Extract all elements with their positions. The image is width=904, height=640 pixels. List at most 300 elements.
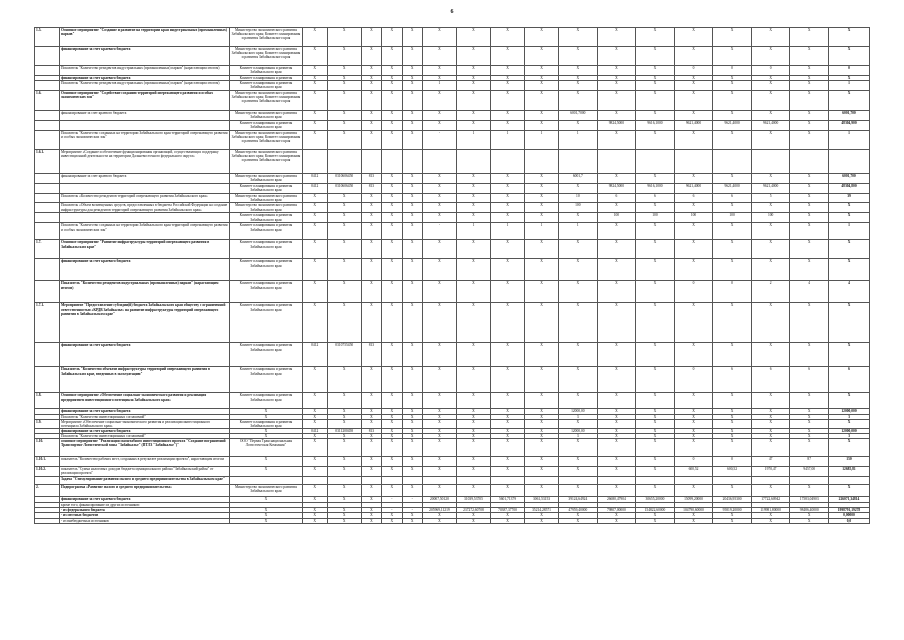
value-cell: X <box>402 47 422 66</box>
value-cell: 6 <box>713 194 752 203</box>
value-cell: X <box>525 81 559 91</box>
value-cell: X <box>674 76 713 81</box>
value-cell: 600,52 <box>674 467 713 477</box>
value-cell: X <box>828 240 869 259</box>
value-cell: X <box>597 47 636 66</box>
value-cell: X <box>713 203 752 213</box>
value-cell: X <box>790 393 829 409</box>
row-name-cell: финансирование за счет краевого бюджета <box>59 47 229 66</box>
value-cell: X <box>361 414 381 419</box>
value-cell: X <box>828 91 869 111</box>
value-cell: X <box>382 367 402 393</box>
value-cell: X <box>713 428 752 433</box>
table-row <box>35 194 870 203</box>
value-cell: X <box>636 91 675 111</box>
value-cell: X <box>382 184 402 194</box>
value-cell: X <box>361 457 381 467</box>
value-cell: 39 <box>828 194 869 203</box>
value-cell: X <box>636 203 675 213</box>
value-cell <box>828 150 869 174</box>
value-cell: X <box>674 203 713 213</box>
value-cell: X <box>597 457 636 467</box>
value-cell: X <box>525 111 559 121</box>
row-code-cell <box>35 203 60 213</box>
value-cell: X <box>636 467 675 477</box>
value-cell: X <box>361 76 381 81</box>
value-cell: X <box>490 240 524 259</box>
value-cell: X <box>456 457 490 467</box>
value-cell: X <box>490 303 524 343</box>
value-cell: X <box>456 393 490 409</box>
value-cell: X <box>636 393 675 409</box>
value-cell: X <box>525 76 559 81</box>
value-cell: X <box>402 131 422 150</box>
value-cell: X <box>597 223 636 240</box>
value-cell: X <box>559 66 598 76</box>
value-cell: X <box>327 194 361 203</box>
value-cell: X <box>636 457 675 467</box>
value-cell: X <box>382 343 402 367</box>
row-code-cell: 1.8. <box>35 393 60 409</box>
value-cell: X <box>713 28 752 47</box>
value-cell: X <box>713 343 752 367</box>
value-cell: X <box>559 213 598 223</box>
value-cell: 1 <box>490 223 524 240</box>
value-cell: 9621,4000 <box>674 184 713 194</box>
value-cell <box>559 150 598 174</box>
row-code-cell <box>35 477 60 485</box>
value-cell: X <box>674 81 713 91</box>
value-cell: X <box>327 513 361 518</box>
value-cell: X <box>674 343 713 367</box>
row-org-cell: Комитет планирования и развития Забайкальского края <box>230 121 303 131</box>
value-cell: - <box>382 508 402 513</box>
value-cell: X <box>525 513 559 518</box>
value-cell: 6 <box>597 194 636 203</box>
value-cell: X <box>422 414 456 419</box>
value-cell: X <box>597 28 636 47</box>
value-cell: 2 <box>751 281 790 303</box>
value-cell: X <box>402 434 422 439</box>
value-cell: X <box>302 281 327 303</box>
value-cell: X <box>790 259 829 281</box>
row-code-cell <box>35 343 60 367</box>
value-cell: X <box>456 303 490 343</box>
value-cell: X <box>302 28 327 47</box>
value-cell: X <box>361 111 381 121</box>
value-cell: X <box>382 194 402 203</box>
value-cell: X <box>597 174 636 184</box>
value-cell: 9621,4000 <box>751 121 790 131</box>
value-cell: X <box>327 439 361 457</box>
value-cell: X <box>456 518 490 523</box>
row-org-cell: Комитет планирования и развития Забайкальского края <box>230 303 303 343</box>
value-cell: 9457,00 <box>790 467 829 477</box>
value-cell: X <box>490 213 524 223</box>
value-cell: X <box>597 203 636 213</box>
table-row <box>35 121 870 131</box>
table-row <box>35 281 870 303</box>
value-cell: X <box>382 513 402 518</box>
value-cell: X <box>674 518 713 523</box>
value-cell: 1 <box>559 223 598 240</box>
value-cell: X <box>302 367 327 393</box>
value-cell: X <box>525 409 559 414</box>
value-cell: X <box>402 91 422 111</box>
value-cell: X <box>713 419 752 428</box>
row-org-cell: Комитет планирования и развития Забайкальского края <box>230 66 303 76</box>
value-cell: X <box>559 28 598 47</box>
value-cell: X <box>751 223 790 240</box>
value-cell <box>559 477 598 485</box>
value-cell: X <box>559 518 598 523</box>
value-cell: X <box>674 303 713 343</box>
value-cell: X <box>402 367 422 393</box>
row-name-cell: финансирование за счет краевого бюджета <box>59 497 229 503</box>
value-cell: X <box>382 203 402 213</box>
value-cell: X <box>525 194 559 203</box>
value-cell: X <box>327 121 361 131</box>
value-cell: X <box>382 467 402 477</box>
value-cell: X <box>713 131 752 150</box>
value-cell: X <box>490 81 524 91</box>
row-org-cell: X <box>230 434 303 439</box>
value-cell: X <box>361 367 381 393</box>
value-cell <box>751 477 790 485</box>
value-cell: 10 <box>559 194 598 203</box>
row-code-cell: 1.7.1. <box>35 303 60 343</box>
value-cell: X <box>402 303 422 343</box>
value-cell: X <box>402 76 422 81</box>
row-code-cell <box>35 131 60 150</box>
value-cell: X <box>597 303 636 343</box>
value-cell: 98486,40000 <box>790 508 829 513</box>
value-cell: 17583,04903 <box>790 497 829 503</box>
value-cell: X <box>402 457 422 467</box>
value-cell: X <box>597 393 636 409</box>
value-cell: X <box>674 240 713 259</box>
row-name-cell <box>59 213 229 223</box>
value-cell: X <box>456 259 490 281</box>
value-cell <box>422 477 456 485</box>
value-cell: X <box>422 281 456 303</box>
value-cell: X <box>402 513 422 518</box>
value-cell: X <box>559 259 598 281</box>
value-cell: X <box>361 203 381 213</box>
row-org-cell: ООО "Первая Транснациональная Логистическая Компания" <box>230 439 303 457</box>
value-cell: 79807,00000 <box>597 508 636 513</box>
row-name-cell: Подпрограмма «Развитие малого и среднего предпринимательства» <box>59 485 229 497</box>
value-cell: X <box>751 303 790 343</box>
row-name-cell: - из внебюджетных источников <box>59 518 229 523</box>
value-cell: X <box>456 513 490 518</box>
value-cell: X <box>490 66 524 76</box>
value-cell: X <box>525 28 559 47</box>
value-cell: 6 <box>713 367 752 393</box>
row-org-cell: Комитет планирования и развития Забайкальского края <box>230 281 303 303</box>
value-cell: 0,00000 <box>828 513 869 518</box>
value-cell: X <box>751 259 790 281</box>
value-cell: X <box>525 303 559 343</box>
value-cell: 3 <box>828 414 869 419</box>
row-name-cell: Мероприятие «Создание и обеспечение функционирования организаций, осуществляющих поддержку инвестиционной деятельности на территории Дальневосточного федерального округа» <box>59 150 229 174</box>
value-cell: 9621,4000 <box>751 184 790 194</box>
value-cell: X <box>525 467 559 477</box>
row-org-cell: Министерство экономического развития Забайкальского края; Комитет планирования и развития Забайкальского края <box>230 28 303 47</box>
value-cell: X <box>361 409 381 414</box>
value-cell: X <box>559 419 598 428</box>
value-cell: X <box>422 485 456 497</box>
value-cell: X <box>597 259 636 281</box>
value-cell: X <box>828 47 869 66</box>
row-org-cell: X <box>230 409 303 414</box>
value-cell: X <box>559 81 598 91</box>
value-cell: X <box>636 81 675 91</box>
value-cell: X <box>382 303 402 343</box>
value-cell: X <box>402 518 422 523</box>
value-cell: X <box>327 76 361 81</box>
row-name-cell: Показатель "Количество объектов инфраструктуры территорий опережающего развития в Забайкальском крае, введенных в эксплуатацию" <box>59 367 229 393</box>
value-cell: 813 <box>361 428 381 433</box>
value-cell: X <box>490 485 524 497</box>
value-cell: X <box>456 439 490 457</box>
row-code-cell <box>35 111 60 121</box>
value-cell: X <box>422 367 456 393</box>
row-name-cell: финансирование за счет краевого бюджета <box>59 174 229 184</box>
table-row <box>35 91 870 111</box>
value-cell: 1 <box>828 81 869 91</box>
value-cell: 9621,4000 <box>713 184 752 194</box>
value-cell: X <box>490 439 524 457</box>
value-cell: X <box>456 184 490 194</box>
value-cell: X <box>790 213 829 223</box>
value-cell: X <box>674 428 713 433</box>
value-cell: X <box>674 439 713 457</box>
value-cell: X <box>402 111 422 121</box>
value-cell: X <box>828 419 869 428</box>
value-cell: X <box>559 184 598 194</box>
value-cell: X <box>382 121 402 131</box>
table-row <box>35 393 870 409</box>
value-cell: X <box>636 174 675 184</box>
table-row <box>35 518 870 523</box>
value-cell: 1 <box>456 131 490 150</box>
value-cell: 6 <box>636 194 675 203</box>
value-cell: X <box>525 518 559 523</box>
value-cell: X <box>490 281 524 303</box>
value-cell: X <box>597 281 636 303</box>
value-cell <box>597 150 636 174</box>
value-cell: X <box>327 393 361 409</box>
value-cell: X <box>751 419 790 428</box>
value-cell: X <box>636 485 675 497</box>
value-cell: X <box>327 259 361 281</box>
value-cell: X <box>302 223 327 240</box>
value-cell: X <box>751 428 790 433</box>
value-cell: X <box>751 47 790 66</box>
row-code-cell: 1.10. <box>35 439 60 457</box>
value-cell: X <box>559 513 598 518</box>
value-cell: X <box>751 393 790 409</box>
value-cell: X <box>361 223 381 240</box>
value-cell: X <box>790 513 829 518</box>
value-cell: X <box>674 419 713 428</box>
value-cell: 100 <box>636 213 675 223</box>
value-cell: X <box>361 281 381 303</box>
value-cell: X <box>597 240 636 259</box>
value-cell: X <box>636 513 675 518</box>
value-cell: 1 <box>525 223 559 240</box>
value-cell: X <box>713 439 752 457</box>
value-cell: X <box>422 343 456 367</box>
row-name-cell: Показатель "Количество резидентов индустриальных (промышленных) парков" (нарастающим итогом) <box>59 281 229 303</box>
value-cell: X <box>382 223 402 240</box>
row-org-cell: Министерство экономического развития Забайкальского края <box>230 111 303 121</box>
value-cell: 813 <box>361 343 381 367</box>
row-org-cell: Комитет планирования и развития Забайкальского края <box>230 419 303 428</box>
value-cell: X <box>382 439 402 457</box>
value-cell: X <box>525 121 559 131</box>
value-cell: X <box>422 28 456 47</box>
table-row <box>35 174 870 184</box>
row-name-cell: - из федерального бюджета <box>59 508 229 513</box>
row-org-cell: Министерство экономического развития Забайкальского края; Комитет планирования и развития Забайкальского края <box>230 47 303 66</box>
value-cell: X <box>361 28 381 47</box>
value-cell <box>674 150 713 174</box>
value-cell: X <box>490 518 524 523</box>
value-cell: 1 <box>828 131 869 150</box>
value-cell: X <box>302 434 327 439</box>
value-cell: X <box>636 428 675 433</box>
value-cell: X <box>456 66 490 76</box>
row-org-cell: X <box>230 428 303 433</box>
value-cell: X <box>559 91 598 111</box>
row-name-cell <box>59 184 229 194</box>
row-code-cell <box>35 174 60 184</box>
value-cell: X <box>525 281 559 303</box>
value-cell: X <box>456 419 490 428</box>
value-cell: X <box>361 508 381 513</box>
row-name-cell: Основное мероприятие "Развитие инфраструктуры территорий опережающего развития в Забайкальском крае" <box>59 240 229 259</box>
value-cell: X <box>525 343 559 367</box>
value-cell: X <box>490 203 524 213</box>
value-cell: X <box>525 414 559 419</box>
value-cell <box>490 150 524 174</box>
value-cell: X <box>713 513 752 518</box>
value-cell: X <box>790 518 829 523</box>
value-cell: X <box>361 47 381 66</box>
row-code-cell: 1.6. <box>35 91 60 111</box>
value-cell: X <box>302 76 327 81</box>
value-cell: X <box>302 259 327 281</box>
value-cell: 9621,4000 <box>674 121 713 131</box>
value-cell: X <box>636 259 675 281</box>
value-cell: 1 <box>422 81 456 91</box>
value-cell: X <box>402 203 422 213</box>
value-cell: X <box>456 76 490 81</box>
table-row <box>35 259 870 281</box>
value-cell: 0412 <box>302 174 327 184</box>
value-cell: 600,52 <box>713 467 752 477</box>
value-cell: X <box>327 409 361 414</box>
value-cell: 6 <box>828 367 869 393</box>
value-cell: X <box>402 223 422 240</box>
value-cell: X <box>361 434 381 439</box>
value-cell: X <box>422 66 456 76</box>
value-cell: X <box>456 428 490 433</box>
value-cell: X <box>674 513 713 518</box>
value-cell: 1 <box>456 223 490 240</box>
value-cell: 154822,60000 <box>636 508 675 513</box>
table-row <box>35 150 870 174</box>
value-cell: X <box>422 76 456 81</box>
value-cell: X <box>525 367 559 393</box>
value-cell: X <box>790 194 829 203</box>
value-cell: X <box>559 240 598 259</box>
row-code-cell <box>35 66 60 76</box>
value-cell: X <box>597 513 636 518</box>
value-cell: X <box>302 121 327 131</box>
value-cell: X <box>490 121 524 131</box>
value-cell: X <box>790 47 829 66</box>
value-cell: X <box>327 131 361 150</box>
value-cell: 4 <box>790 281 829 303</box>
value-cell: 47 <box>751 457 790 467</box>
value-cell: X <box>382 428 402 433</box>
value-cell: X <box>559 76 598 81</box>
value-cell: 0 <box>674 281 713 303</box>
value-cell: X <box>422 174 456 184</box>
value-cell: X <box>402 259 422 281</box>
value-cell: X <box>327 434 361 439</box>
value-cell: 9824,5000 <box>597 121 636 131</box>
value-cell: X <box>361 81 381 91</box>
value-cell: X <box>790 203 829 213</box>
value-cell: X <box>790 409 829 414</box>
value-cell: X <box>636 223 675 240</box>
value-cell: X <box>361 213 381 223</box>
value-cell: X <box>790 76 829 81</box>
value-cell: X <box>361 131 381 150</box>
value-cell: 12000,000 <box>828 428 869 433</box>
value-cell: 15099,20000 <box>674 497 713 503</box>
value-cell: 26680,47904 <box>597 497 636 503</box>
value-cell: 119981,80000 <box>751 508 790 513</box>
value-cell: X <box>790 111 829 121</box>
value-cell: 3061,53153 <box>525 497 559 503</box>
value-cell: 0 <box>674 367 713 393</box>
value-cell: 100 <box>674 213 713 223</box>
value-cell: 3 <box>828 434 869 439</box>
value-cell: 3 <box>559 414 598 419</box>
value-cell: X <box>456 194 490 203</box>
value-cell: X <box>790 131 829 150</box>
value-cell: X <box>456 213 490 223</box>
value-cell: 6001,700 <box>828 174 869 184</box>
value-cell: 6001,700 <box>828 111 869 121</box>
value-cell: X <box>402 343 422 367</box>
value-cell: X <box>713 409 752 414</box>
value-cell: 0 <box>674 457 713 467</box>
value-cell: X <box>828 213 869 223</box>
value-cell: X <box>456 240 490 259</box>
value-cell: X <box>525 47 559 66</box>
value-cell: X <box>402 428 422 433</box>
value-cell: X <box>327 66 361 76</box>
value-cell: X <box>456 485 490 497</box>
value-cell: X <box>422 91 456 111</box>
table-row <box>35 439 870 457</box>
